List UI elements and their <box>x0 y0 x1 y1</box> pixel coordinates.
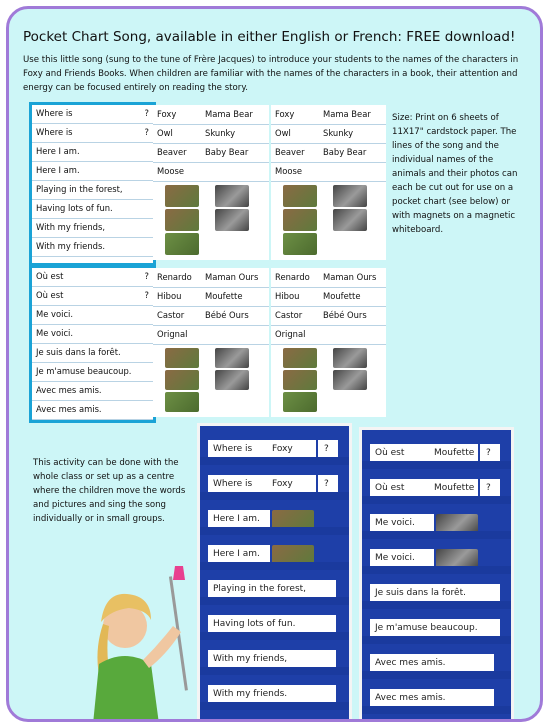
pocket-row <box>362 654 511 678</box>
song-card-text: Où est <box>375 448 405 458</box>
name-row-divider <box>153 162 269 163</box>
skunk-photo-2 <box>333 209 367 231</box>
name-row-divider <box>271 287 386 288</box>
name-row-divider <box>271 344 386 345</box>
fox-photo <box>165 185 199 207</box>
song-line-text: Where is <box>36 108 73 118</box>
song-card-text: Me voici. <box>375 518 415 528</box>
pocket-row <box>200 685 349 709</box>
song-card-text: Here I am. <box>213 549 260 559</box>
skunk-photo-2 <box>333 370 367 390</box>
song-line <box>32 124 153 143</box>
skunk-photo <box>333 348 367 368</box>
pocket-row <box>362 689 511 713</box>
name-card-text: Foxy <box>272 479 293 489</box>
page-frame <box>6 6 543 722</box>
pocket-row <box>200 580 349 604</box>
character-name: Castor <box>157 310 185 320</box>
song-line-text: With my friends. <box>36 241 105 251</box>
song-card-text: Avec mes amis. <box>375 693 446 703</box>
song-line-text: Je m'amuse beaucoup. <box>36 366 132 376</box>
character-name: Beaver <box>275 147 305 157</box>
song-card-text: With my friends, <box>213 654 288 664</box>
song-card-text: Je suis dans la forêt. <box>375 588 466 598</box>
question-card-text: ? <box>486 483 491 493</box>
song-card-text: With my friends. <box>213 689 288 699</box>
song-line <box>32 219 153 238</box>
question-card-text: ? <box>486 448 491 458</box>
song-line <box>32 143 153 162</box>
song-line <box>32 162 153 181</box>
question-card-text: ? <box>324 479 329 489</box>
song-line <box>32 325 153 344</box>
skunk-photo <box>215 348 249 368</box>
song-card-text: Je m'amuse beaucoup. <box>375 623 478 633</box>
name-row-divider <box>153 344 269 345</box>
pocket-slot <box>362 706 511 714</box>
song-line <box>32 401 153 420</box>
beaver-photo <box>283 233 317 255</box>
fox-photo <box>283 185 317 207</box>
pocket-row <box>200 615 349 639</box>
skunk-photo <box>333 185 367 207</box>
song-card-text: Here I am. <box>213 514 260 524</box>
song-line-text: Playing in the forest, <box>36 184 123 194</box>
pocket-slot <box>362 636 511 644</box>
beaver-photo <box>165 392 199 412</box>
song-line <box>32 105 153 124</box>
name-row-divider <box>271 325 386 326</box>
song-line-text: Où est <box>36 290 64 300</box>
pocket-slot <box>200 527 349 535</box>
name-card-text: Moufette <box>434 483 475 493</box>
character-name: Foxy <box>275 109 295 119</box>
song-line-text: Me voici. <box>36 309 74 319</box>
owl-photo <box>165 209 199 231</box>
song-line <box>32 287 153 306</box>
pocket-row <box>362 584 511 608</box>
song-line <box>32 382 153 401</box>
song-line-text: Where is <box>36 127 73 137</box>
pocket-row <box>362 549 511 573</box>
character-name: Moose <box>275 166 302 176</box>
character-name: Beaver <box>157 147 187 157</box>
song-card-text: Having lots of fun. <box>213 619 296 629</box>
intro-paragraph: Use this little song (sung to the tune of Frère Jacques) to introduce your students to the names of the characters in Foxy and Friends Books. When children are familiar with the names of the characters in a book, their attention and energy can be focused entirely on reading the story. <box>23 55 519 93</box>
fox-photo <box>165 348 199 368</box>
pocket-slot <box>362 601 511 609</box>
pocket-row <box>362 514 511 538</box>
name-row-divider <box>153 143 269 144</box>
character-name: Maman Ours <box>205 272 259 282</box>
skunk-photo <box>215 185 249 207</box>
activity-note: This activity can be done with the whole class or set up as a centre where the children move the words and pictures and sing the song individually or in small groups. <box>33 458 186 524</box>
song-line <box>32 268 153 287</box>
owl-photo <box>283 370 317 390</box>
song-line-text: Avec mes amis. <box>36 385 102 395</box>
name-card-text: Foxy <box>272 444 293 454</box>
character-name: Owl <box>275 128 291 138</box>
skunk-photo-2 <box>215 209 249 231</box>
character-name: Skunky <box>205 128 236 138</box>
question-mark: ? <box>144 127 149 137</box>
character-name: Bébé Ours <box>205 310 249 320</box>
question-card-text: ? <box>324 444 329 454</box>
song-line-text: Having lots of fun. <box>36 203 113 213</box>
song-card-text: Playing in the forest, <box>213 584 307 594</box>
pocket-row <box>362 479 511 503</box>
name-row-divider <box>153 306 269 307</box>
name-row-divider <box>153 287 269 288</box>
name-row-divider <box>271 181 386 182</box>
song-line-text: Me voici. <box>36 328 74 338</box>
name-row-divider <box>271 124 386 125</box>
name-row-divider <box>271 162 386 163</box>
question-mark: ? <box>144 108 149 118</box>
character-name: Maman Ours <box>323 272 377 282</box>
question-mark: ? <box>144 290 149 300</box>
name-row-divider <box>153 124 269 125</box>
page-title: Pocket Chart Song, available in either English or French: FREE download! <box>23 29 516 45</box>
pocket-slot <box>362 531 511 539</box>
song-line-text: Où est <box>36 271 64 281</box>
name-card-text: Moufette <box>434 448 475 458</box>
character-name: Mama Bear <box>323 109 371 119</box>
song-card-text: Me voici. <box>375 553 415 563</box>
song-line <box>32 344 153 363</box>
french-names-sheet-2 <box>271 268 386 417</box>
character-name: Castor <box>275 310 303 320</box>
character-name: Moufette <box>205 291 243 301</box>
pocket-row <box>200 475 349 499</box>
pocket-slot <box>362 461 511 469</box>
pocket-row <box>200 510 349 534</box>
song-line <box>32 200 153 219</box>
character-name: Orignal <box>275 329 306 339</box>
pocket-row <box>362 619 511 643</box>
song-line-text: With my friends, <box>36 222 105 232</box>
name-row-divider <box>153 325 269 326</box>
character-name: Mama Bear <box>205 109 253 119</box>
character-name: Foxy <box>157 109 177 119</box>
name-row-divider <box>271 306 386 307</box>
song-line <box>32 181 153 200</box>
character-name: Moose <box>157 166 184 176</box>
pocket-slot <box>200 597 349 605</box>
pocket-slot <box>362 671 511 679</box>
pocket-row <box>200 440 349 464</box>
french-song-sheet <box>29 265 156 423</box>
name-row-divider <box>271 143 386 144</box>
english-song-sheet <box>29 102 156 266</box>
beaver-photo <box>165 233 199 255</box>
song-card-text: Where is <box>213 479 253 489</box>
character-name: Baby Bear <box>205 147 249 157</box>
name-row-divider <box>153 181 269 182</box>
character-name: Bébé Ours <box>323 310 367 320</box>
english-pocket-chart <box>197 423 352 722</box>
owl-photo <box>283 209 317 231</box>
english-names-sheet-2 <box>271 105 386 260</box>
song-line-text: Je suis dans la forêt. <box>36 347 121 357</box>
owl-photo <box>165 370 199 390</box>
song-line-text: Avec mes amis. <box>36 404 102 414</box>
pocket-slot <box>200 702 349 710</box>
character-name: Skunky <box>323 128 354 138</box>
song-line <box>32 363 153 382</box>
pocket-slot <box>200 492 349 500</box>
pocket-slot <box>362 566 511 574</box>
song-card-text: Où est <box>375 483 405 493</box>
pocket-slot <box>200 632 349 640</box>
pocket-slot <box>200 457 349 465</box>
pocket-slot <box>200 562 349 570</box>
pocket-row <box>200 545 349 569</box>
english-names-sheet-1 <box>153 105 269 260</box>
french-pocket-chart <box>359 427 514 722</box>
skunk-photo-2 <box>215 370 249 390</box>
character-name: Renardo <box>157 272 192 282</box>
pocket-row <box>362 444 511 468</box>
character-name: Renardo <box>275 272 310 282</box>
fox-photo <box>283 348 317 368</box>
song-card-text: Avec mes amis. <box>375 658 446 668</box>
girl-pointing-illustration <box>79 564 194 722</box>
character-name: Baby Bear <box>323 147 367 157</box>
pocket-slot <box>200 667 349 675</box>
french-names-sheet-1 <box>153 268 269 417</box>
song-line <box>32 306 153 325</box>
character-name: Hibou <box>275 291 300 301</box>
beaver-photo <box>283 392 317 412</box>
size-note: Size: Print on 6 sheets of 11X17" cardstock paper. The lines of the song and the individual names of the animals and their photos can each be cut out for use on a pocket chart (see below) or with magnets on a magnetic whiteboard. <box>392 113 518 235</box>
character-name: Owl <box>157 128 173 138</box>
pocket-row <box>200 650 349 674</box>
question-mark: ? <box>144 271 149 281</box>
song-card-text: Where is <box>213 444 253 454</box>
song-line <box>32 238 153 257</box>
song-line-text: Here I am. <box>36 165 80 175</box>
pocket-slot <box>362 496 511 504</box>
character-name: Moufette <box>323 291 361 301</box>
character-name: Orignal <box>157 329 188 339</box>
song-line-text: Here I am. <box>36 146 80 156</box>
character-name: Hibou <box>157 291 182 301</box>
